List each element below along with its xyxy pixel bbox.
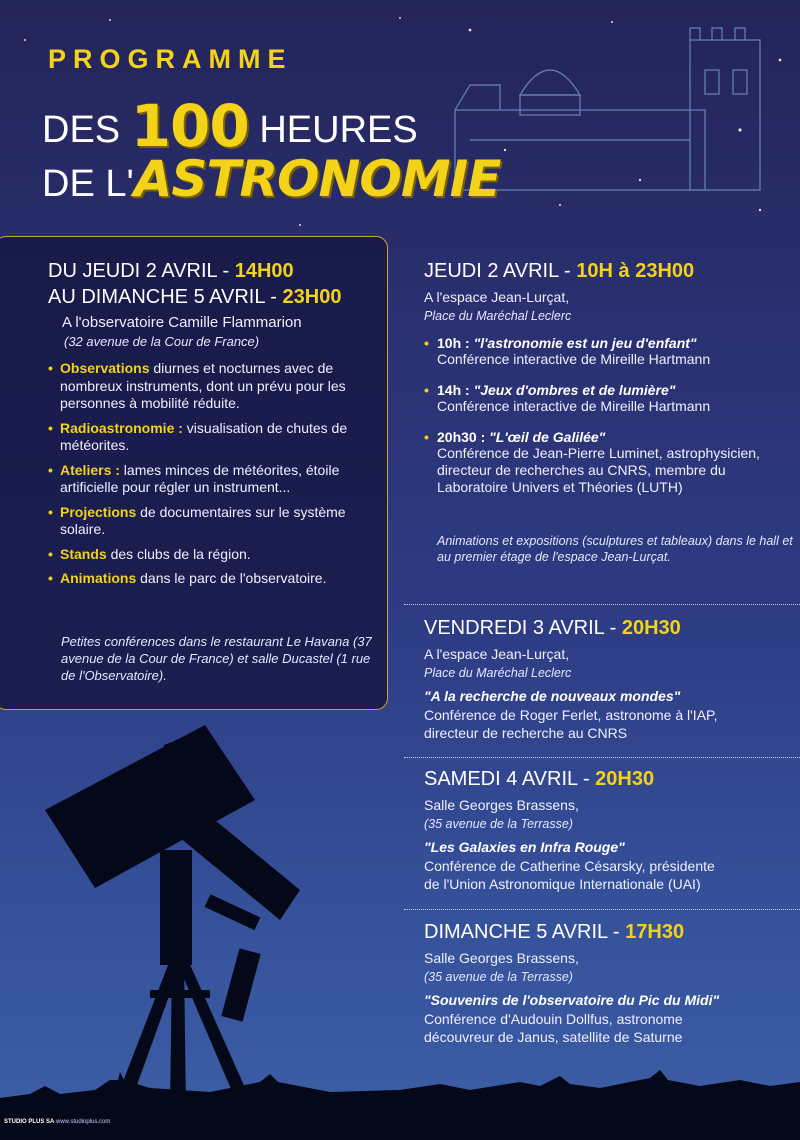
main-title-line-2 — [42, 150, 500, 208]
item-keyword: Radioastronomie : — [60, 419, 183, 436]
samedi-heading — [424, 768, 654, 791]
left-place: A l'observatoire Camille Flammarion — [62, 314, 302, 331]
dimanche-heading — [424, 921, 684, 944]
event-desc: Conférence de Jean-Pierre Luminet, astrophysicien, directeur de recherches au CNRS, membre du Laboratoire Univers et Théories (LUTH) — [437, 445, 760, 495]
event-time: 10h : — [437, 335, 474, 351]
list-item — [48, 546, 378, 564]
event-desc: Conférence interactive de Mireille Hartmann — [437, 351, 711, 367]
event-title — [424, 382, 794, 398]
vendredi-time: 20H30 — [621, 617, 681, 639]
jeudi-place: A l'espace Jean-Lurçat, — [424, 289, 570, 305]
observatory-building-illustration — [455, 28, 760, 190]
event-title — [424, 335, 794, 351]
dimanche-desc-2: découvreur de Janus, satellite de Saturne — [424, 1029, 683, 1045]
title-hundred: 100 — [130, 92, 249, 160]
jeudi-time: 10H à 23H00 — [576, 260, 695, 282]
samedi-place: Salle Georges Brassens, — [424, 797, 579, 813]
left-place-sub: (32 avenue de la Cour de France) — [64, 334, 260, 349]
event-time: 14h : — [437, 382, 474, 398]
list-item — [48, 360, 378, 413]
title-heures: HEURES — [259, 109, 418, 151]
separator — [404, 604, 800, 605]
left-date-1-text: DU JEUDI 2 AVRIL - — [48, 260, 235, 282]
item-text: de documentaires sur le système solaire. — [60, 503, 346, 537]
vendredi-heading — [424, 617, 681, 640]
dimanche-time: 17H30 — [625, 921, 685, 943]
item-keyword: Stands — [60, 545, 107, 562]
title-de: DE L' — [42, 163, 134, 205]
item-keyword: Observations — [60, 360, 150, 376]
jeudi-day: JEUDI 2 AVRIL - — [424, 260, 577, 282]
separator — [404, 757, 800, 758]
event-name: "Jeux d'ombres et de lumière" — [473, 382, 676, 398]
item-text: des clubs de la région. — [106, 545, 251, 562]
left-time-1: 14H00 — [234, 260, 294, 282]
event-desc: Conférence interactive de Mireille Hartmann — [437, 398, 711, 414]
event-title — [424, 429, 794, 445]
vendredi-desc-2: directeur de recherche au CNRS — [424, 725, 628, 741]
left-time-2: 23H00 — [282, 286, 342, 308]
list-item — [48, 570, 378, 588]
event-20h30 — [424, 429, 794, 496]
credit-studio: STUDIO PLUS SA — [4, 1119, 55, 1125]
samedi-desc-1: Conférence de Catherine Césarsky, présidente — [424, 858, 715, 874]
jeudi-heading — [424, 260, 694, 283]
jeudi-place-sub: Place du Maréchal Leclerc — [424, 309, 572, 323]
event-name: "L'œil de Galilée" — [489, 429, 606, 445]
item-text: diurnes et nocturnes avec de nombreux instruments, dont un prévu pour les personnes à mobilité réduite. — [60, 360, 346, 411]
dimanche-place: Salle Georges Brassens, — [424, 950, 579, 966]
left-date-line-2 — [48, 286, 341, 309]
credit-site: www.studioplus.com — [56, 1119, 111, 1125]
item-keyword: Ateliers : — [60, 461, 120, 478]
jeudi-animations: Animations et expositions (sculptures et tableaux) dans le hall et au premier étage de l'espace Jean-Lurçat. — [437, 534, 793, 564]
dimanche-desc-1: Conférence d'Audouin Dollfus, astronome — [424, 1011, 683, 1027]
title-astronomie: ASTRONOMIE — [133, 150, 501, 208]
vendredi-day: VENDREDI 3 AVRIL - — [424, 617, 622, 639]
vendredi-place-sub: Place du Maréchal Leclerc — [424, 666, 572, 680]
samedi-place-sub: (35 avenue de la Terrasse) — [424, 817, 573, 831]
item-text: visualisation de chutes de météorites. — [60, 419, 348, 453]
city-skyline-silhouette — [0, 1070, 800, 1140]
samedi-day: SAMEDI 4 AVRIL - — [424, 768, 596, 790]
item-text: lames minces de météorites, étoile artificielle pour régler un instrument... — [60, 461, 340, 495]
event-name: "l'astronomie est un jeu d'enfant" — [473, 335, 697, 351]
vendredi-desc-1: Conférence de Roger Ferlet, astronome à l'IAP, — [424, 707, 718, 723]
list-item — [48, 462, 378, 497]
programme-title: PROGRAMME — [48, 44, 293, 74]
samedi-talk: "Les Galaxies en Infra Rouge" — [424, 839, 625, 855]
item-keyword: Animations — [60, 570, 137, 586]
vendredi-talk: "A la recherche de nouveaux mondes" — [424, 688, 681, 704]
title-des: DES — [42, 109, 121, 151]
event-10h — [424, 335, 794, 368]
left-note: Petites conférences dans le restaurant Le Havana (37 avenue de la Cour de France) et salle Ducastel (1 rue de l'Observatoire). — [61, 634, 372, 683]
telescope-silhouette — [45, 725, 300, 1110]
item-keyword: Projections — [60, 503, 137, 520]
list-item — [48, 420, 378, 455]
event-time: 20h30 : — [437, 429, 490, 445]
list-item — [48, 504, 378, 539]
separator — [404, 909, 800, 910]
item-text: dans le parc de l'observatoire. — [136, 570, 327, 586]
activity-list — [48, 360, 378, 595]
dimanche-day: DIMANCHE 5 AVRIL - — [424, 921, 626, 943]
dimanche-talk: "Souvenirs de l'observatoire du Pic du Midi" — [424, 992, 720, 1008]
left-date-2-text: AU DIMANCHE 5 AVRIL - — [48, 286, 283, 308]
studio-credit — [4, 1119, 110, 1125]
left-date-line-1 — [48, 260, 294, 283]
dimanche-place-sub: (35 avenue de la Terrasse) — [424, 970, 573, 984]
samedi-desc-2: de l'Union Astronomique Internationale (UAI) — [424, 876, 701, 892]
event-14h — [424, 382, 794, 415]
samedi-time: 20H30 — [595, 768, 655, 790]
vendredi-place: A l'espace Jean-Lurçat, — [424, 646, 570, 662]
